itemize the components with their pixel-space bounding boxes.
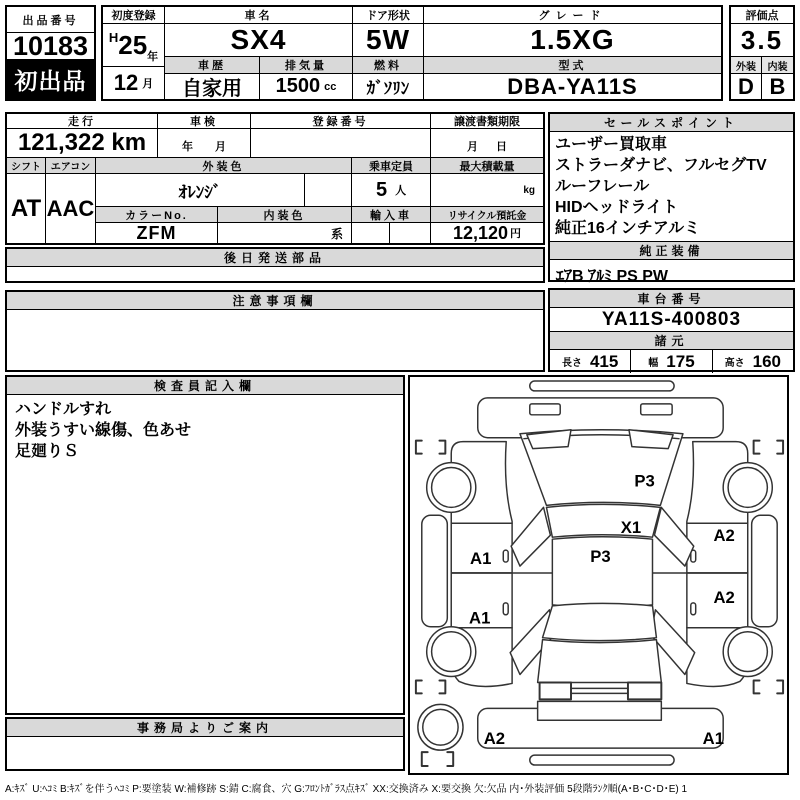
lot-number: 10183 bbox=[12, 33, 89, 59]
mark-roof: P3 bbox=[590, 546, 611, 567]
first-listing-badge: 初出品 bbox=[7, 59, 94, 99]
chassis-value: YA11S-400803 bbox=[601, 308, 742, 330]
mark-door-rear-right: A2 bbox=[713, 587, 735, 607]
fuel-label: 燃料 bbox=[353, 57, 424, 74]
rear-garnish-bar bbox=[530, 755, 674, 765]
door-shape-label: ドア形状 bbox=[353, 7, 424, 24]
height-value: 160 bbox=[752, 351, 781, 371]
history-label: 車歴 bbox=[165, 57, 260, 74]
mark-rear-bumper-right: A1 bbox=[702, 729, 725, 749]
transfer-month: 月 bbox=[467, 141, 478, 153]
registration-no-value bbox=[251, 129, 431, 158]
shift-value: AT bbox=[7, 174, 46, 243]
import-value-b bbox=[390, 223, 431, 243]
inspector-note-line: 外装うすい線傷、色あせ bbox=[15, 422, 192, 439]
model-code-value: DBA-YA11S bbox=[507, 74, 638, 99]
displacement-unit: cc bbox=[324, 80, 337, 93]
exterior-grade-value: D bbox=[731, 74, 762, 99]
tailgate-lower bbox=[538, 701, 662, 720]
history-value: 自家用 bbox=[165, 74, 260, 99]
rear-panel-seam bbox=[571, 688, 628, 693]
width-value: 175 bbox=[666, 351, 695, 371]
inspection-value bbox=[158, 129, 251, 158]
sales-points-label: セールスポイント bbox=[550, 114, 793, 132]
recycle-label: リサイクル預託金 bbox=[431, 207, 543, 223]
office-box bbox=[5, 717, 405, 771]
spec-length bbox=[550, 350, 631, 373]
chassis-box bbox=[548, 288, 795, 372]
width-label: 幅 bbox=[648, 358, 659, 369]
fuel-value: ｶﾞｿﾘﾝ bbox=[353, 74, 424, 99]
door-handle bbox=[503, 603, 508, 615]
transfer-deadline-label: 譲渡書類期限 bbox=[431, 114, 543, 129]
color-no-value: ZFM bbox=[96, 223, 218, 243]
specs-label: 諸元 bbox=[550, 331, 793, 350]
mark-door-rear-left: A1 bbox=[469, 608, 491, 628]
front-grille-right bbox=[641, 404, 672, 415]
exterior-color-sub bbox=[305, 174, 352, 207]
inspection-year: 年 bbox=[182, 141, 193, 153]
windshield bbox=[546, 504, 660, 537]
wheel-front-left-rim bbox=[432, 468, 471, 508]
sales-point-line: HIDヘッドライト bbox=[555, 199, 679, 216]
later-parts-label: 後日発送部品 bbox=[7, 249, 543, 267]
capacity-value bbox=[352, 174, 431, 207]
sales-points-list bbox=[550, 132, 793, 241]
rear-window bbox=[543, 603, 657, 640]
sales-point-line: 純正16インチアルミ bbox=[555, 220, 701, 237]
registration-no-label: 登録番号 bbox=[251, 114, 431, 129]
max-load-label: 最大積載量 bbox=[431, 158, 543, 174]
a-pillar-left bbox=[511, 507, 550, 566]
sales-points-box bbox=[548, 112, 795, 285]
wheel-front-right-rim bbox=[728, 468, 767, 508]
equipment-label: 純正装備 bbox=[550, 241, 793, 260]
spec-width bbox=[631, 350, 712, 373]
model-code-label: 型式 bbox=[424, 57, 721, 74]
spare-tire-rim bbox=[423, 709, 458, 745]
front-grille-left bbox=[530, 404, 560, 415]
reg-month-value: 12 bbox=[113, 70, 139, 95]
reg-year-value: 25 bbox=[118, 29, 148, 60]
mark-rear-bumper-left: A2 bbox=[483, 729, 506, 749]
wheel-rear-right-rim bbox=[728, 632, 767, 672]
interior-color-label: 内装色 bbox=[218, 207, 352, 223]
sales-point-line: ストラーダナビ、フルセグTV bbox=[555, 157, 767, 174]
notes-box bbox=[5, 290, 545, 372]
score-label: 評価点 bbox=[731, 7, 793, 24]
interior-color-value: 系 bbox=[218, 223, 352, 243]
mark-door-front-right: A2 bbox=[713, 526, 735, 546]
exterior-color-label: 外装色 bbox=[96, 158, 352, 174]
mark-door-front-left: A1 bbox=[470, 548, 492, 569]
door-shape-value: 5W bbox=[353, 24, 424, 57]
rocker-right bbox=[752, 515, 778, 626]
lot-box bbox=[5, 5, 96, 101]
tail-lamp-right bbox=[628, 682, 661, 699]
shift-label: シフト bbox=[7, 158, 46, 174]
color-no-label: カラーNo. bbox=[96, 207, 218, 223]
displacement-number: 1500 bbox=[275, 75, 321, 97]
sales-point-line: ユーザー買取車 bbox=[555, 136, 668, 153]
first-registration-label: 初度登録 bbox=[103, 7, 165, 24]
damage-diagram-box bbox=[408, 375, 789, 775]
score-value: 3.5 bbox=[731, 24, 793, 57]
ac-value: AAC bbox=[46, 174, 96, 243]
hatch-upper bbox=[538, 640, 662, 683]
displacement-label: 排気量 bbox=[260, 57, 353, 74]
capacity-number: 5 bbox=[375, 178, 388, 201]
mileage-value: 121,322 km bbox=[7, 129, 158, 158]
inspector-box bbox=[5, 375, 405, 715]
door-handle bbox=[691, 603, 696, 615]
year-suffix: 年 bbox=[147, 51, 159, 63]
ac-label: エアコン bbox=[46, 158, 96, 174]
rocker-left bbox=[422, 515, 448, 626]
specs-row bbox=[550, 350, 793, 373]
import-value-a bbox=[352, 223, 390, 243]
month-suffix: 月 bbox=[142, 78, 154, 90]
first-registration-month bbox=[103, 67, 165, 99]
era-mark: H bbox=[108, 30, 119, 45]
later-parts-box bbox=[5, 247, 545, 283]
car-damage-diagram bbox=[410, 377, 787, 773]
chassis-label: 車台番号 bbox=[550, 290, 793, 308]
capacity-label: 乗車定員 bbox=[352, 158, 431, 174]
mileage-label: 走行 bbox=[7, 114, 158, 129]
capacity-unit: 人 bbox=[395, 185, 407, 197]
import-label: 輸入車 bbox=[352, 207, 431, 223]
displacement-value bbox=[260, 74, 353, 99]
spec-height bbox=[713, 350, 793, 373]
score-box bbox=[729, 5, 795, 101]
inspector-notes bbox=[7, 395, 403, 466]
details-table bbox=[5, 112, 545, 245]
sales-point-line: ルーフレール bbox=[555, 178, 650, 195]
damage-legend: A:ｷｽﾞ U:ﾍｺﾐ B:ｷｽﾞを伴うﾍｺﾐ P:要塗装 W:補修跡 S:錆 C:腐食、穴 G:ﾌﾛﾝﾄｶﾞﾗｽ点ｷｽﾞ XX:交換済み X:要交換 欠:欠品 内･外装評価 5段階ﾗﾝｸ順(A･B･C･D･E) 1 bbox=[5, 784, 688, 795]
inspector-note-line: ハンドルすれ bbox=[15, 401, 112, 418]
inspector-label: 検査員記入欄 bbox=[7, 377, 403, 395]
mark-windshield: X1 bbox=[620, 518, 642, 538]
car-name-label: 車名 bbox=[165, 7, 353, 24]
exterior-color-value: ｵﾚﾝｼﾞ bbox=[96, 174, 305, 207]
vehicle-header-table bbox=[101, 5, 723, 101]
car-name: SX4 bbox=[165, 24, 353, 57]
exterior-grade-label: 外装 bbox=[731, 57, 762, 74]
lot-number-label: 出品番号 bbox=[7, 7, 94, 33]
mark-hood: P3 bbox=[634, 471, 655, 491]
recycle-amount: 12,120 bbox=[452, 223, 509, 243]
grade-label: グレード bbox=[424, 7, 721, 24]
grade-value: 1.5XG bbox=[424, 24, 721, 57]
interior-grade-label: 内装 bbox=[762, 57, 793, 74]
length-value: 415 bbox=[589, 351, 619, 371]
equipment-value: ｴｱB ｱﾙﾐ PS PW bbox=[556, 268, 669, 285]
notes-label: 注意事項欄 bbox=[7, 292, 543, 310]
wheel-rear-left-rim bbox=[432, 632, 471, 672]
office-label: 事務局よりご案内 bbox=[7, 719, 403, 737]
transfer-deadline-value bbox=[431, 129, 543, 158]
inspector-note-line: 足廻りＳ bbox=[15, 443, 80, 460]
recycle-unit: 円 bbox=[510, 228, 522, 240]
height-label: 高さ bbox=[724, 358, 745, 369]
first-registration-year bbox=[103, 24, 165, 67]
interior-grade-value: B bbox=[769, 74, 786, 99]
recycle-value bbox=[431, 223, 543, 243]
inspection-month: 月 bbox=[215, 141, 226, 153]
door-handle bbox=[503, 550, 508, 562]
length-label: 長さ bbox=[561, 358, 582, 369]
front-garnish-bar bbox=[530, 381, 674, 391]
tail-lamp-left bbox=[540, 682, 571, 699]
inspection-label: 車検 bbox=[158, 114, 251, 129]
transfer-day: 日 bbox=[496, 141, 507, 153]
max-load-value: kg bbox=[431, 174, 543, 207]
